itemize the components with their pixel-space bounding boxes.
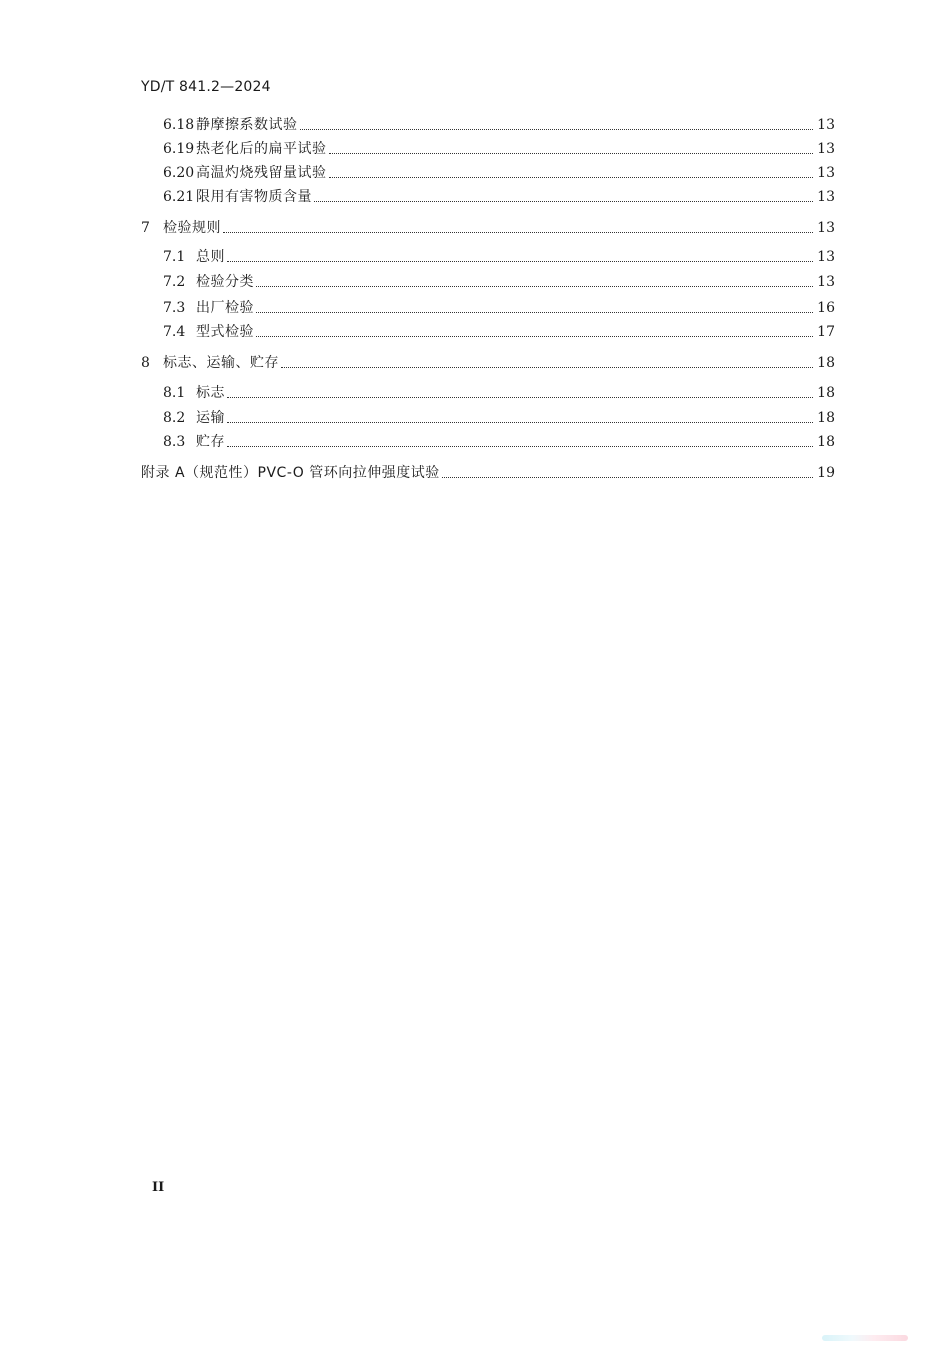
toc-dot-leader [227,396,813,398]
toc-entry-page: 16 [817,300,835,316]
toc-entry-page: 13 [817,220,835,236]
toc-entry-title: 出厂检验 [196,300,254,316]
toc-entry-page: 13 [817,165,835,181]
toc-entry[interactable] [163,244,835,266]
toc-entry-number: 7.3 [163,300,186,316]
toc-dot-leader [329,152,814,154]
toc-entry-title: 限用有害物质含量 [196,189,312,205]
toc-dot-leader [329,176,814,178]
toc-entry[interactable] [141,460,835,482]
toc-entry-number: 7.1 [163,249,186,265]
toc-entry-page: 13 [817,249,835,265]
toc-entry-number: 8.3 [163,434,186,450]
toc-entry[interactable] [163,269,835,291]
toc-entry-page: 13 [817,274,835,290]
toc-entry-title: 热老化后的扁平试验 [196,141,327,157]
toc-entry-title: 总则 [196,249,225,265]
toc-dot-leader [227,421,813,423]
toc-dot-leader [223,231,813,233]
toc-entry-number: 8.1 [163,385,186,401]
toc-entry-number: 8 [141,355,150,371]
toc-entry-title: 标志、运输、贮存 [163,355,279,371]
toc-dot-leader [227,445,813,447]
toc-entry[interactable] [163,405,835,427]
toc-entry[interactable] [163,380,835,402]
toc-entry-number: 8.2 [163,410,186,426]
toc-entry-title: 运输 [196,410,225,426]
toc-entry-number: 7.2 [163,274,186,290]
toc-entry-title: 型式检验 [196,324,254,340]
toc-entry[interactable] [163,136,835,158]
toc-dot-leader [281,366,813,368]
toc-entry-number: 6.18 [163,117,195,133]
toc-entry-page: 13 [817,117,835,133]
toc-entry[interactable] [163,319,835,341]
toc-entry-page: 17 [817,324,835,340]
toc-entry-title: 检验规则 [163,220,221,236]
toc-entry-number: 6.20 [163,165,195,181]
toc-entry-number: 7 [141,220,150,236]
toc-dot-leader [256,285,813,287]
toc-dot-leader [227,260,813,262]
toc-entry-title: 标志 [196,385,225,401]
toc-entry-page: 13 [817,141,835,157]
toc-entry-title: 贮存 [196,434,225,450]
toc-entry-title: 静摩擦系数试验 [196,117,298,133]
toc-entry[interactable] [141,215,835,237]
toc-entry[interactable] [163,184,835,206]
toc-entry-title: 高温灼烧残留量试验 [196,165,327,181]
toc-entry[interactable] [163,112,835,134]
toc-dot-leader [314,200,813,202]
toc-entry-title: 附录 A（规范性）PVC-O 管环向拉伸强度试验 [141,465,440,481]
toc-entry-page: 18 [817,410,835,426]
toc-dot-leader [442,476,813,478]
toc-dot-leader [300,128,814,130]
page-number-footer: II [152,1180,165,1195]
scan-artifact [822,1335,908,1341]
toc-entry-number: 6.21 [163,189,195,205]
standard-number-header: YD/T 841.2—2024 [141,79,271,95]
toc-entry-page: 13 [817,189,835,205]
toc-entry-number: 7.4 [163,324,186,340]
toc-entry[interactable] [163,429,835,451]
toc-entry-title: 检验分类 [196,274,254,290]
toc-entry-page: 18 [817,385,835,401]
toc-dot-leader [256,311,813,313]
toc-entry[interactable] [141,350,835,372]
toc-entry-page: 18 [817,355,835,371]
toc-dot-leader [256,335,813,337]
toc-entry-number: 6.19 [163,141,195,157]
toc-entry[interactable] [163,160,835,182]
toc-entry[interactable] [163,295,835,317]
toc-entry-page: 19 [817,465,835,481]
toc-entry-page: 18 [817,434,835,450]
